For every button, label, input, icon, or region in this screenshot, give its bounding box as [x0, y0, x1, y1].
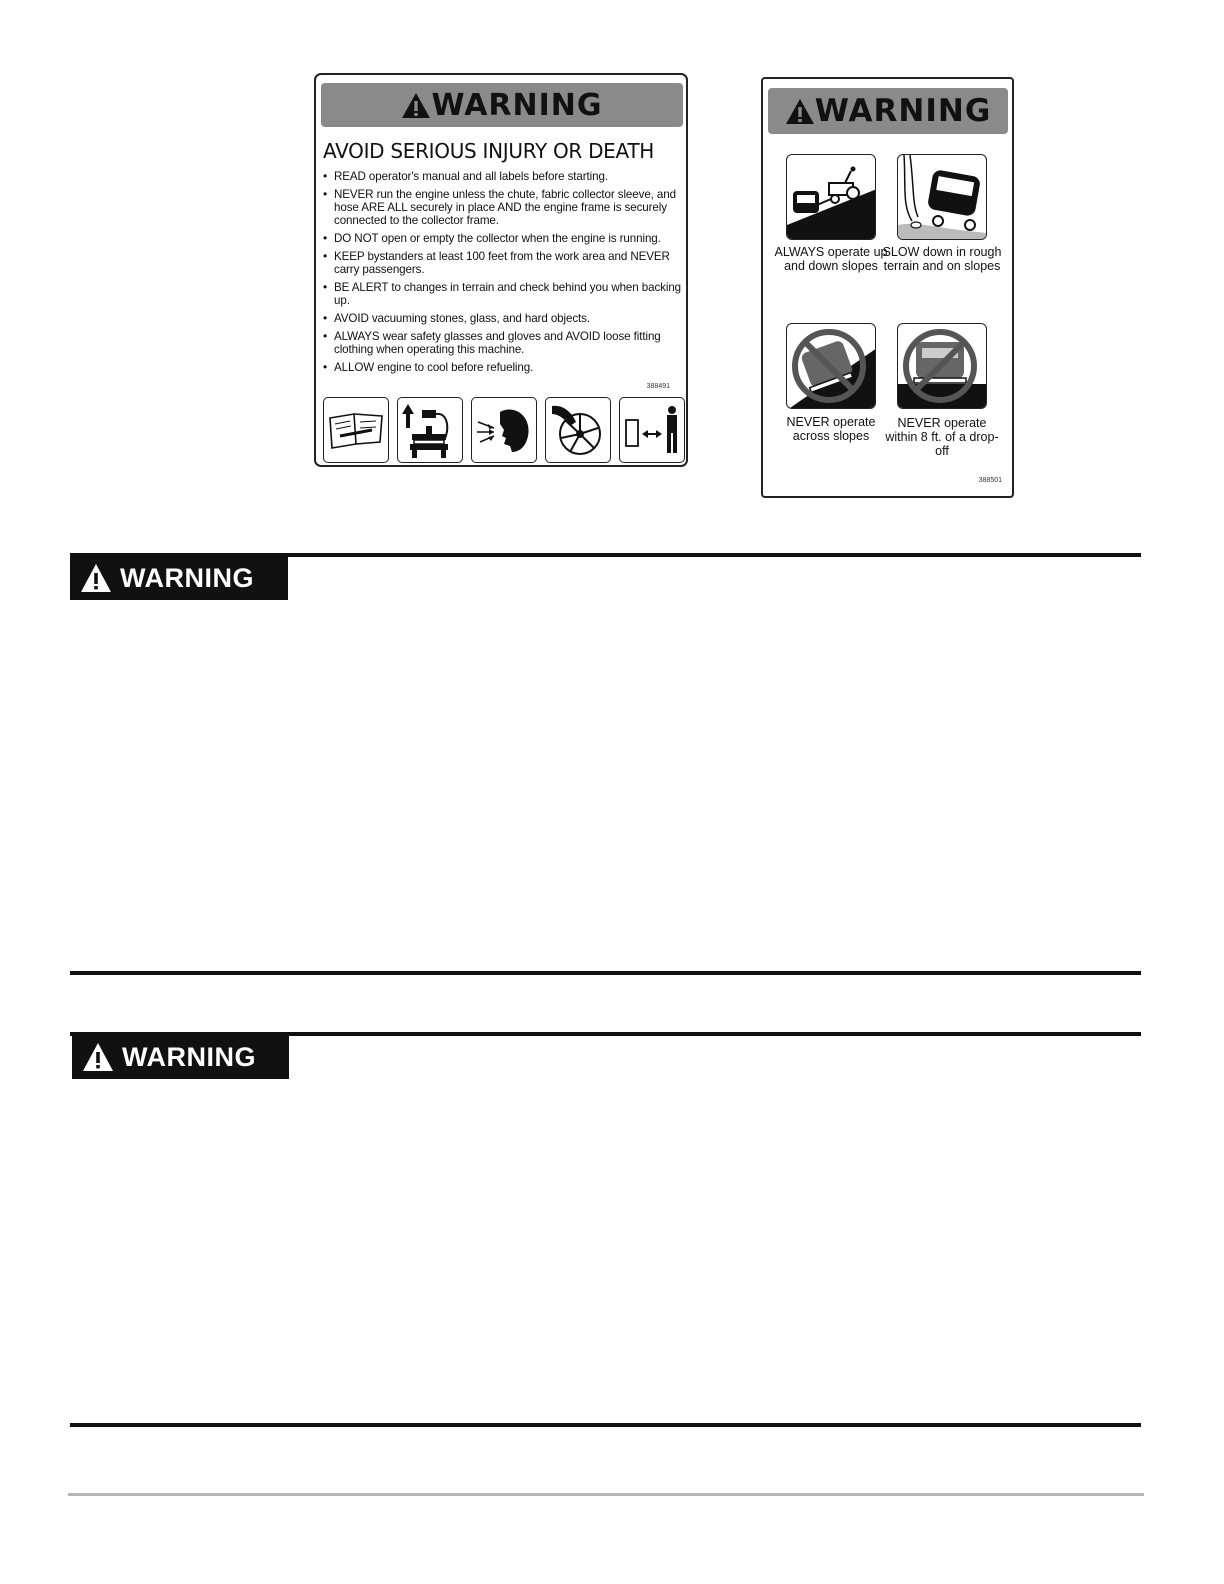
label-part-number: 388491 [646, 383, 670, 390]
bullet-item: • ALLOW engine to cool before refueling. [322, 361, 684, 374]
bullet-item: • BE ALERT to changes in terrain and check behind you when backing up. [322, 281, 684, 307]
caption-never-across: NEVER operate across slopes [786, 415, 876, 443]
never-near-drop-off-pictogram [897, 323, 987, 409]
safety-bullet-list [322, 170, 684, 379]
warning-triangle-icon [785, 98, 815, 125]
warning-triangle-icon [80, 563, 112, 593]
never-across-slopes-pictogram [786, 323, 876, 409]
warning-triangle-icon [401, 92, 431, 119]
label-header-text: WARNING [431, 87, 603, 123]
label-header [768, 88, 1008, 134]
caption-never-drop-off: NEVER operate within 8 ft. of a drop-off [885, 416, 999, 458]
warning-label-avoid-injury [314, 73, 688, 467]
warning-label-slopes [761, 77, 1014, 498]
label-subtitle: AVOID SERIOUS INJURY OR DEATH [323, 139, 654, 163]
warning-triangle-icon [82, 1042, 114, 1072]
up-down-slope-pictogram [786, 154, 876, 240]
label-part-number: 388501 [978, 477, 1002, 484]
warning-tab-label: WARNING [122, 1041, 256, 1072]
bullet-item: • ALWAYS wear safety glasses and gloves and AVOID loose fitting clothing when operating this machine. [322, 330, 684, 356]
caption-slow-down: SLOW down in rough terrain and on slopes [882, 245, 1002, 273]
footer-rule [68, 1493, 1144, 1496]
bullet-item: • KEEP bystanders at least 100 feet from the work area and NEVER carry passengers. [322, 250, 684, 276]
label-header-text: WARNING [814, 93, 992, 129]
keep-distance-icon [619, 397, 685, 463]
bullet-item: • READ operator's manual and all labels before starting. [322, 170, 684, 183]
slow-down-pictogram [897, 154, 987, 240]
flying-debris-icon [471, 397, 537, 463]
label-header [321, 83, 683, 127]
bullet-item: • NEVER run the engine unless the chute, fabric collector sleeve, and hose ARE ALL securely in place AND the engine frame is securely connected to the collector frame. [322, 188, 684, 227]
section-bottom-rule [70, 971, 1141, 975]
disconnect-spark-plug-icon [397, 397, 463, 463]
manual-icon [323, 397, 389, 463]
caption-up-down-slopes: ALWAYS operate up and down slopes [774, 245, 888, 273]
section-bottom-rule [70, 1423, 1141, 1427]
warning-tab-label: WARNING [120, 562, 254, 593]
warning-tab [72, 1035, 289, 1079]
rotating-impeller-icon [545, 397, 611, 463]
pictogram-row [323, 397, 685, 463]
bullet-item: • DO NOT open or empty the collector when the engine is running. [322, 232, 684, 245]
warning-tab [70, 556, 288, 600]
bullet-item: • AVOID vacuuming stones, glass, and hard objects. [322, 312, 684, 325]
